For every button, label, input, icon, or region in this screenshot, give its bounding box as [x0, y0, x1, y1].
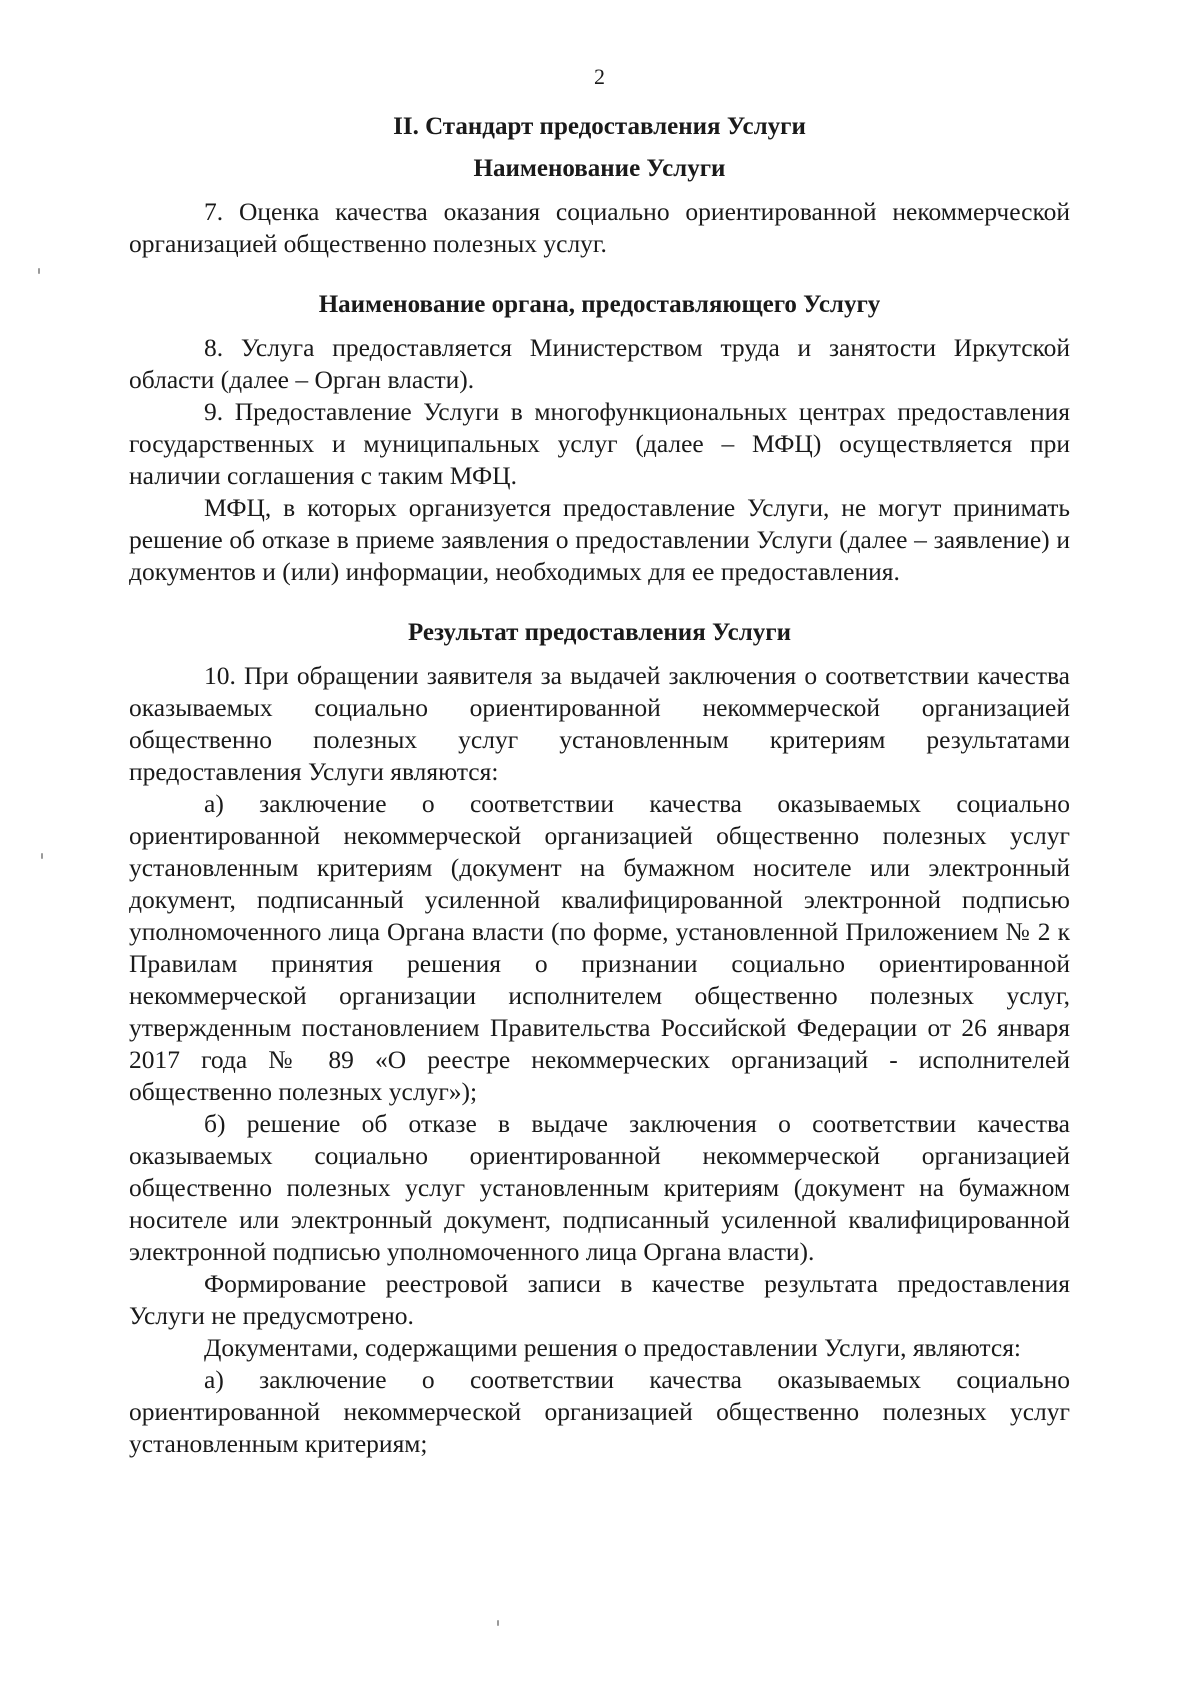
paragraph-10-b: б) решение об отказе в выдаче заключения о соответствии качества оказываемых социально ориентированной некоммерческой организацией общественно полезных услуг установленным критериям (документ на бумажном носителе или электронный документ, подписанный усиленной квалифицированной электронной подписью уполномоченного лица Органа власти).: [129, 1109, 1070, 1266]
paragraph-mfc: МФЦ, в которых организуется предоставление Услуги, не могут принимать решение об отказе в приеме заявления о предоставлении Услуги (далее – заявление) и документов и (или) информации, необходимых для ее предоставления.: [129, 493, 1070, 586]
paragraph-registry: Формирование реестровой записи в качестве результата предоставления Услуги не предусмотрено.: [129, 1269, 1070, 1330]
scan-speck: [497, 1620, 499, 1626]
heading-result: Результат предоставления Услуги: [407, 619, 791, 646]
page-number: 2: [594, 64, 605, 89]
spacer: [129, 320, 1070, 332]
heading-authority: Наименование органа, предоставляющего Услугу: [318, 291, 881, 318]
paragraph-8: 8. Услуга предоставляется Министерством труда и занятости Иркутской области (далее – Орган власти).: [129, 333, 1070, 394]
heading-service-name: Наименование Услуги: [473, 155, 726, 182]
paragraph-7: 7. Оценка качества оказания социально ориентированной некоммерческой организацией общественно полезных услуг.: [129, 197, 1070, 258]
paragraph-10: 10. При обращении заявителя за выдачей заключения о соответствии качества оказываемых социально ориентированной некоммерческой организацией общественно полезных услуг установленным критериям результатами предоставления Услуги являются:: [129, 661, 1070, 786]
spacer: [129, 648, 1070, 660]
paragraph-9: 9. Предоставление Услуги в многофункциональных центрах предоставления государственных и муниципальных услуг (далее – МФЦ) осуществляется при наличии соглашения с таким МФЦ.: [129, 397, 1070, 490]
section-title: II. Стандарт предоставления Услуги: [393, 113, 806, 140]
spacer: [129, 184, 1070, 196]
scan-speck: [41, 853, 43, 859]
paragraph-documents-a: а) заключение о соответствии качества оказываемых социально ориентированной некоммерческой организацией общественно полезных услуг установленным критериям;: [129, 1365, 1070, 1458]
paragraph-10-a: а) заключение о соответствии качества оказываемых социально ориентированной некоммерческой организацией общественно полезных услуг установленным критериям (документ на бумажном носителе или электронный документ, подписанный усиленной квалифицированной электронной подписью уполномоченного лица Органа власти (по форме, установленной Приложением № 2 к Правилам принятия решения о признании социально ориентированной некоммерческой организации исполнителем общественно полезных услуг, утвержденным постановлением Правительства Российской Федерации от 26 января 2017 года № 89 «О реестре некоммерческих организаций - исполнителей общественно полезных услуг»);: [129, 789, 1070, 1106]
scan-speck: [38, 268, 40, 274]
paragraph-documents: Документами, содержащими решения о предоставлении Услуги, являются:: [204, 1333, 1022, 1362]
